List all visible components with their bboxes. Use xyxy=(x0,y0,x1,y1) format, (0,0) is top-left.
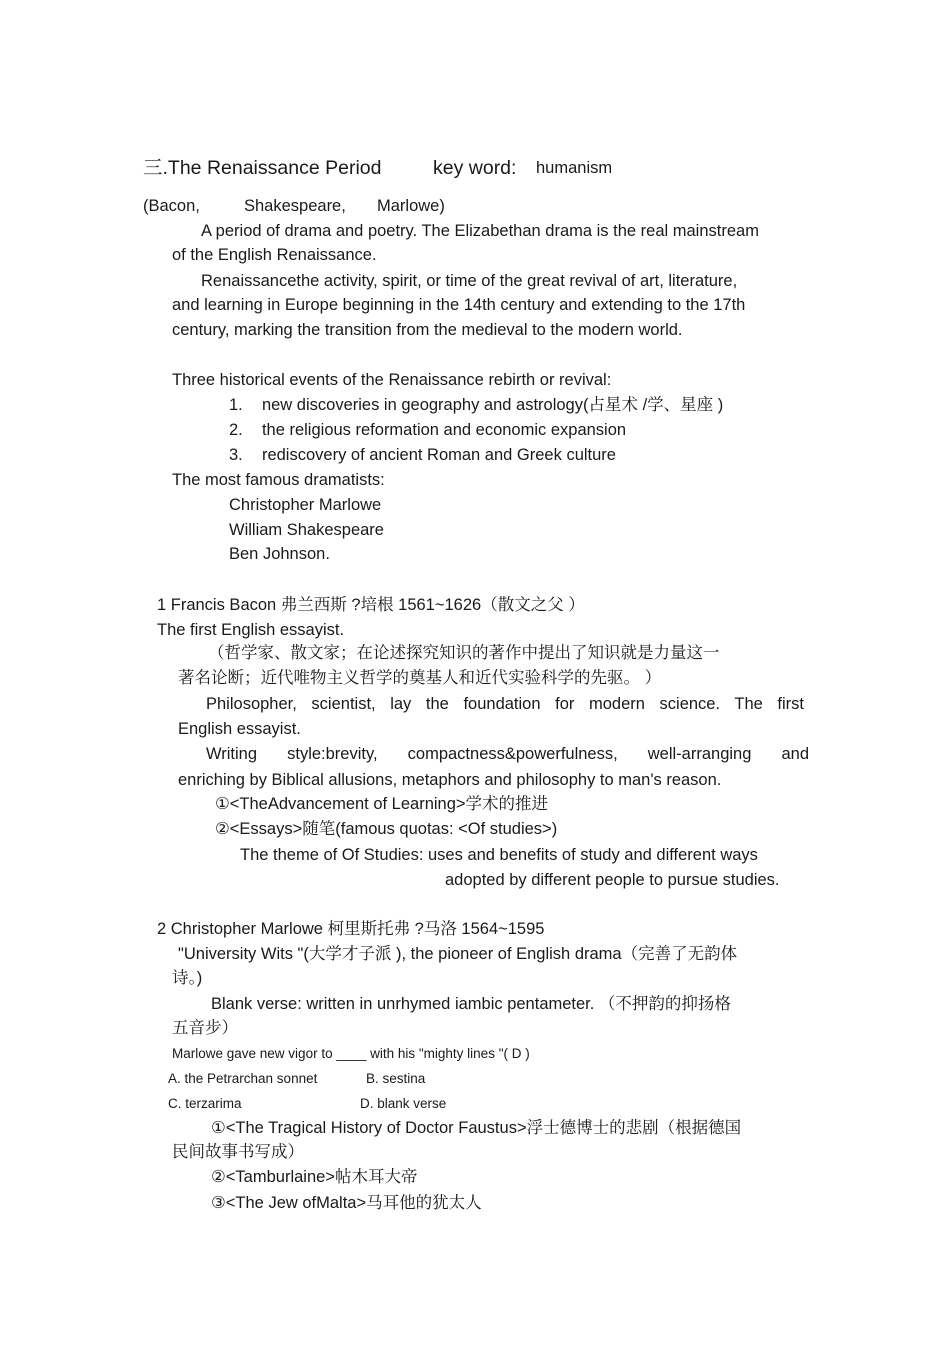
events-intro xyxy=(172,371,611,390)
marlowe-work-1-line-2: 民间故事书写成） xyxy=(172,1143,304,1161)
event-text: new discoveries in geography and astrology xyxy=(261,396,583,414)
bacon-heading: 1 Francis Bacon 弗兰西斯 ?培根 1561~1626（散文之父 ） xyxy=(157,596,585,614)
option-d: D. blank verse xyxy=(360,1096,447,1111)
definition-term: Renaissance xyxy=(201,272,297,290)
bacon-cn-line-2: 著名论断；近代唯物主义哲学的奠基人和近代实验科学的先驱。 ） xyxy=(178,669,662,687)
keyword-label: key word: xyxy=(433,157,517,179)
section-heading xyxy=(143,157,381,179)
marlowe-question: Marlowe gave new vigor to ____ with his "mighty lines "( D ) xyxy=(172,1046,530,1061)
bacon-work-2: ②<Essays>随笔(famous quotas: <Of studies>) xyxy=(215,820,558,838)
events-intro-tail: rebirth or revival: xyxy=(488,371,612,389)
intro-line-1: A period of drama and poetry. The Elizabethan drama is the real mainstream xyxy=(201,222,759,240)
bacon-en-line-2: English essayist. xyxy=(178,720,301,738)
option-c: C. terzarima xyxy=(168,1096,242,1111)
definition-line-1 xyxy=(201,272,737,291)
marlowe-work-3: ③<The Jew ofMalta>马耳他的犹太人 xyxy=(211,1194,482,1212)
event-text: rediscovery of ancient Roman and Greek culture xyxy=(261,446,616,464)
option-b: B. sestina xyxy=(366,1071,426,1086)
bacon-style-line-2: enriching by Biblical allusions, metaphors and philosophy to man's reason. xyxy=(178,771,722,789)
marlowe-wits-line-1: "University Wits "(大学才子派 ), the pioneer of English drama（完善了无韵体 xyxy=(178,945,738,963)
marlowe-work-2: ②<Tamburlaine>帖木耳大帝 xyxy=(211,1168,418,1186)
definition-text-1: the activity, spirit, or time of the great revival of art, literature, xyxy=(296,272,738,290)
author-shakespeare: Shakespeare, xyxy=(244,197,346,215)
events-intro-text: Three historical events of the Renaissance xyxy=(172,371,484,389)
marlowe-wits-line-2: 诗。) xyxy=(172,969,203,987)
bacon-theme-line-2: adopted by different people to pursue studies. xyxy=(445,871,780,889)
dramatist-name: William Shakespeare xyxy=(229,521,384,539)
marlowe-blank-line-2: 五音步） xyxy=(172,1019,238,1037)
event-item-3 xyxy=(229,446,616,465)
event-item-2 xyxy=(229,421,626,440)
definition-line-2: and learning in Europe beginning in the 14th century and extending to the 17th xyxy=(172,296,746,314)
intro-line-2: of the English Renaissance. xyxy=(172,246,377,264)
dramatist-name: Ben Johnson. xyxy=(229,545,330,563)
event-number: 3. xyxy=(229,446,243,464)
event-text: the religious reformation and economic expansion xyxy=(261,421,627,439)
dramatist-name: Christopher Marlowe xyxy=(229,496,382,514)
event-number: 1. xyxy=(229,396,243,414)
event-extra: (占星术 /学、星座 ) xyxy=(582,396,724,414)
section-title: The Renaissance Period xyxy=(167,157,382,179)
marlowe-work-1-line-1: ①<The Tragical History of Doctor Faustus>浮士德博士的悲剧（根据德国 xyxy=(211,1119,742,1137)
marlowe-heading: 2 Christopher Marlowe 柯里斯托弗 ?马洛 1564~1595 xyxy=(157,920,545,938)
bacon-en-line-1: Philosopher, scientist, lay the foundation for modern science. The first xyxy=(206,695,804,713)
author-marlowe: Marlowe) xyxy=(377,197,445,215)
bacon-theme-line-1: The theme of Of Studies: uses and benefits of study and different ways xyxy=(240,846,758,864)
option-a: A. the Petrarchan sonnet xyxy=(168,1071,318,1086)
dramatists-title: The most famous dramatists: xyxy=(172,471,385,489)
section-number: 三. xyxy=(143,157,168,179)
bacon-subtitle: The first English essayist. xyxy=(157,621,345,639)
bacon-work-1: ①<TheAdvancement of Learning>学术的推进 xyxy=(215,795,549,813)
bacon-style-line-1: Writing style:brevity, compactness&powerfulness, well-arranging and xyxy=(206,745,809,763)
bacon-cn-line-1: （哲学家、散文家；在论述探究知识的著作中提出了知识就是力量这一 xyxy=(208,644,720,662)
marlowe-blank-line-1: Blank verse: written in unrhymed iambic pentameter. （不押韵的抑扬格 xyxy=(211,995,731,1013)
event-number: 2. xyxy=(229,421,243,439)
event-item-1 xyxy=(229,396,723,415)
keyword-value: humanism xyxy=(536,159,613,177)
author-bacon: (Bacon, xyxy=(143,197,200,215)
definition-line-3: century, marking the transition from the medieval to the modern world. xyxy=(172,321,683,339)
